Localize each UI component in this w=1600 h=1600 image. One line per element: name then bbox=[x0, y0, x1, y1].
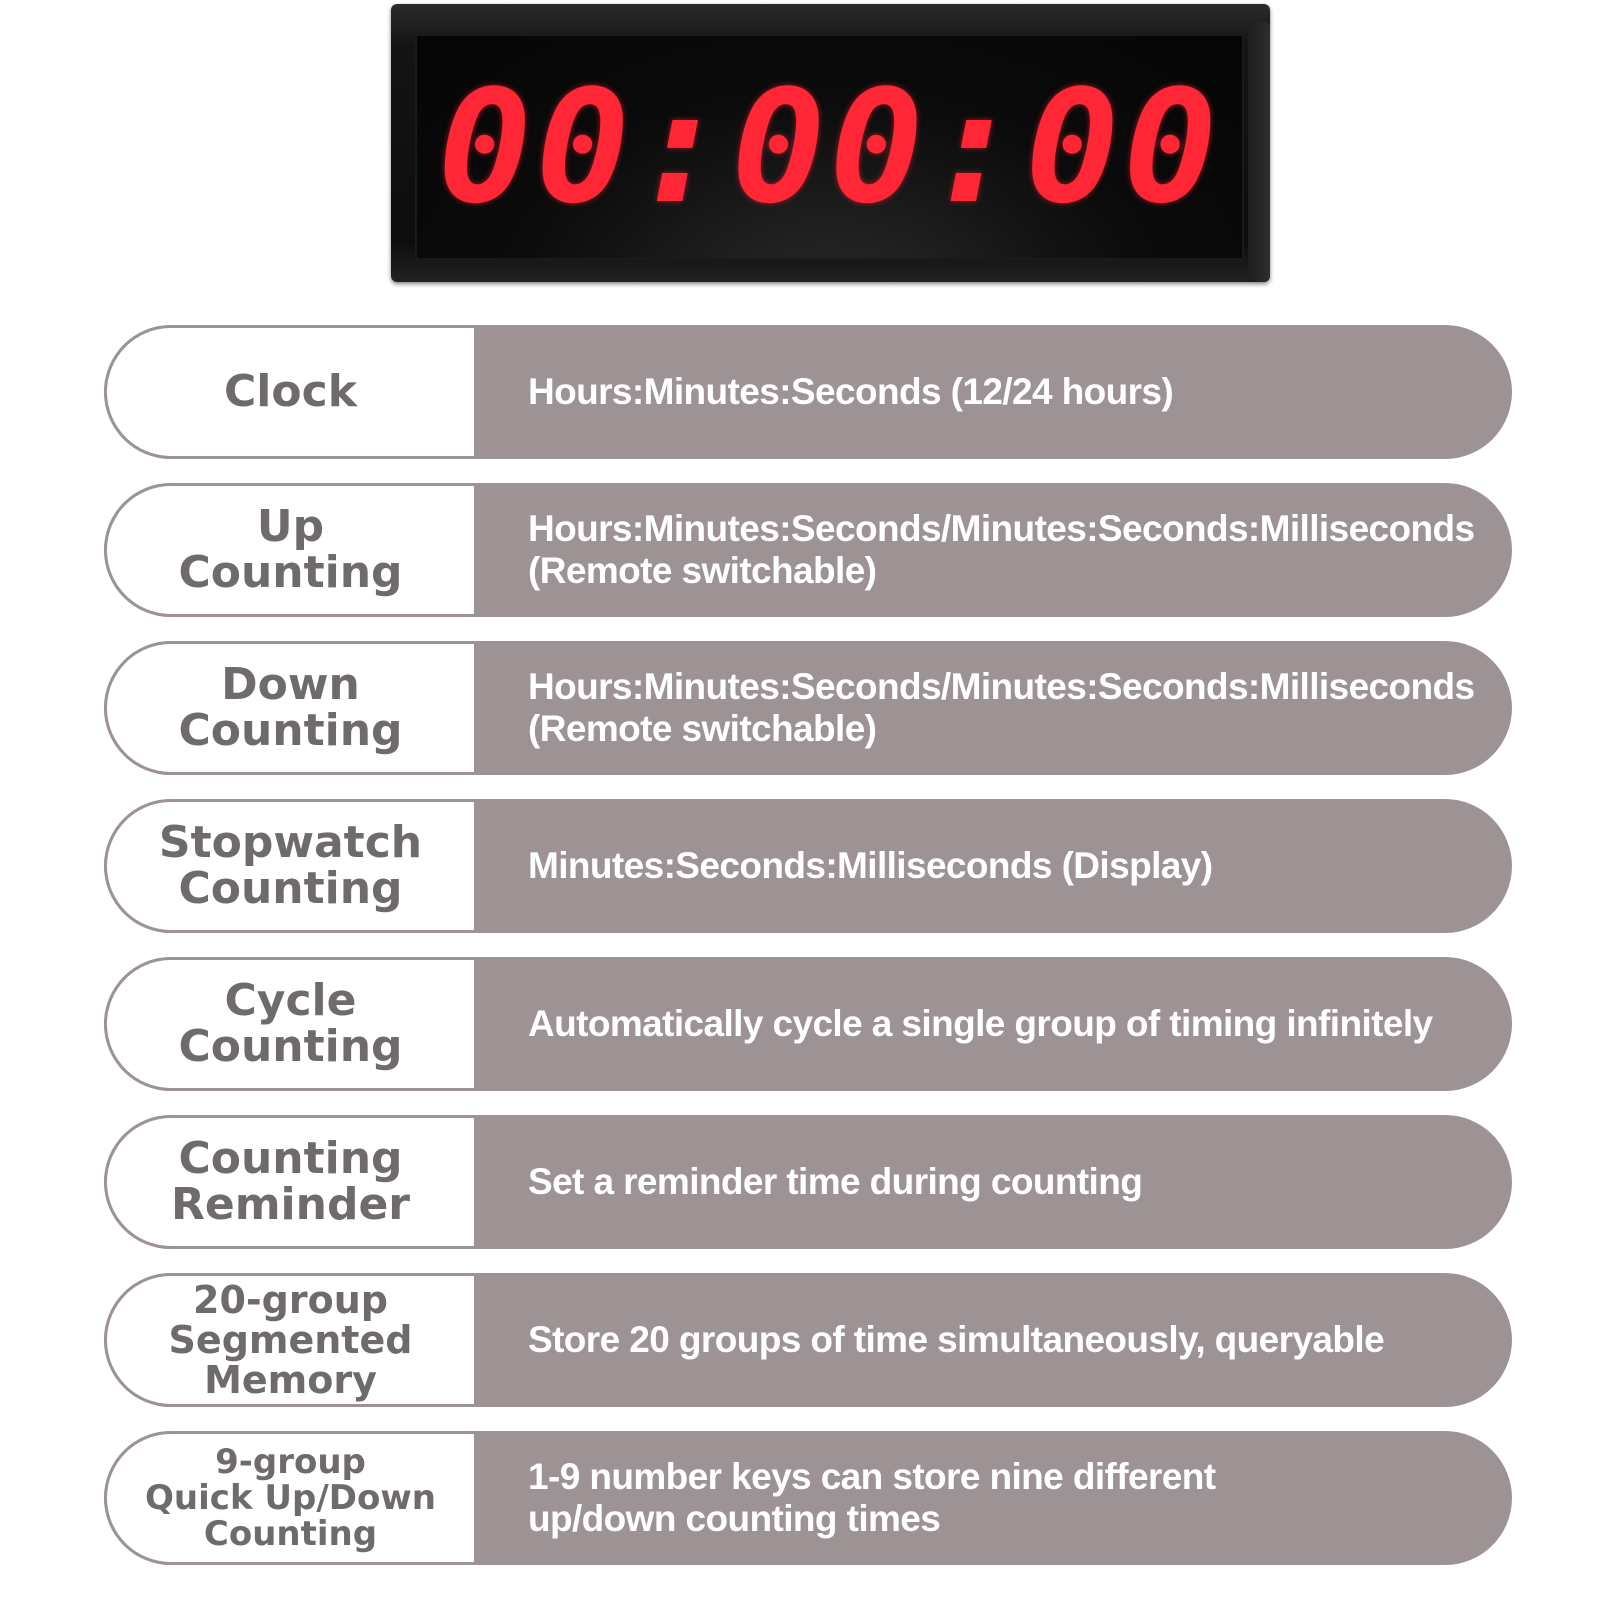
feature-label: Counting Reminder bbox=[104, 1115, 474, 1249]
feature-description: Automatically cycle a single group of timing infinitely bbox=[528, 1003, 1433, 1044]
feature-description: Store 20 groups of time simultaneously, queryable bbox=[528, 1319, 1385, 1360]
feature-label: 20-group Segmented Memory bbox=[104, 1273, 474, 1407]
feature-label: Clock bbox=[104, 325, 474, 459]
feature-description: Set a reminder time during counting bbox=[528, 1161, 1143, 1202]
feature-label: Up Counting bbox=[104, 483, 474, 617]
feature-row-up-counting bbox=[104, 483, 1512, 617]
feature-description: Hours:Minutes:Seconds/Minutes:Seconds:Milliseconds (Remote switchable) bbox=[528, 508, 1475, 591]
feature-description: 1-9 number keys can store nine different up/down counting times bbox=[528, 1456, 1216, 1539]
feature-label: Stopwatch Counting bbox=[104, 799, 474, 933]
feature-row-segmented-memory bbox=[104, 1273, 1512, 1407]
feature-label: 9-group Quick Up/Down Counting bbox=[104, 1431, 474, 1565]
feature-row-cycle-counting bbox=[104, 957, 1512, 1091]
feature-row-counting-reminder bbox=[104, 1115, 1512, 1249]
led-time-readout: 00:00:00 bbox=[437, 56, 1222, 238]
feature-description: Minutes:Seconds:Milliseconds (Display) bbox=[528, 845, 1213, 886]
feature-label: Cycle Counting bbox=[104, 957, 474, 1091]
feature-description: Hours:Minutes:Seconds (12/24 hours) bbox=[528, 371, 1174, 412]
feature-label: Down Counting bbox=[104, 641, 474, 775]
feature-description: Hours:Minutes:Seconds/Minutes:Seconds:Milliseconds (Remote switchable) bbox=[528, 666, 1475, 749]
feature-row-clock bbox=[104, 325, 1512, 459]
led-screen bbox=[415, 34, 1244, 260]
feature-row-down-counting bbox=[104, 641, 1512, 775]
led-timer-device bbox=[391, 4, 1270, 282]
feature-row-quick-up-down bbox=[104, 1431, 1512, 1565]
device-bezel bbox=[1248, 22, 1270, 282]
feature-row-stopwatch-counting bbox=[104, 799, 1512, 933]
